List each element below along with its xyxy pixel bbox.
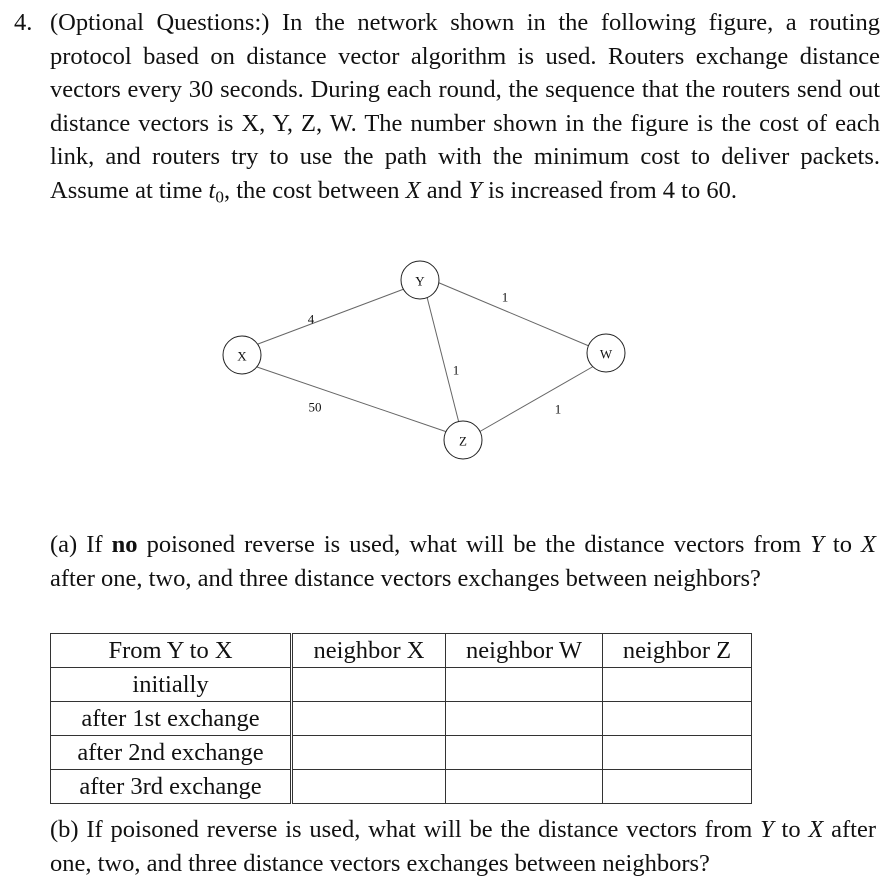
part-b-to: to <box>773 816 809 843</box>
part-a-bold: no <box>111 531 138 558</box>
link-y-z <box>427 297 459 423</box>
cell-3rd-w <box>446 770 603 804</box>
question-and: and <box>420 176 469 204</box>
cell-2nd-z <box>603 736 752 770</box>
part-a-to: to <box>823 531 862 558</box>
cell-initially-z <box>603 668 752 702</box>
question-text-main: (Optional Questions:) In the network shown in the following figure, a routing protocol based on distance vector algorithm is used. Routers exchange distance vectors every 30 seconds. During each round, the sequence that the routers send out distance vectors is X, Y, Z, W. The number shown in the figure is the cost of each link, and routers try to use the path with the minimum cost to deliver packets. Assume at time <box>50 9 880 204</box>
cell-1st-z <box>603 702 752 736</box>
cost-z-w: 1 <box>554 401 562 417</box>
cell-2nd-w <box>446 736 603 770</box>
link-z-w <box>479 366 594 432</box>
header-neighbor-w: neighbor W <box>446 634 603 668</box>
link-x-y <box>258 289 404 344</box>
part-b-y: Y <box>760 816 774 843</box>
node-z-label: Z <box>459 433 467 449</box>
row-label-2nd: after 2nd exchange <box>51 736 292 770</box>
distance-vector-table <box>50 633 752 804</box>
cell-initially-w <box>446 668 603 702</box>
table-header-row <box>51 634 752 668</box>
part-b-prefix: (b) If poisoned reverse is used, what will be the distance vectors from <box>50 816 761 843</box>
cell-1st-w <box>446 702 603 736</box>
cell-3rd-z <box>603 770 752 804</box>
part-b-x: X <box>808 816 824 843</box>
link-x-z <box>257 367 450 433</box>
part-a-prefix: (a) If <box>50 531 112 558</box>
header-neighbor-x: neighbor X <box>292 634 446 668</box>
node-y-label: Y <box>415 273 425 289</box>
link-y-w <box>437 282 589 346</box>
cell-1st-x <box>292 702 446 736</box>
node-w-label: W <box>599 346 613 362</box>
row-label-3rd: after 3rd exchange <box>51 770 292 804</box>
node-x-label: X <box>237 348 247 364</box>
t-variable: t <box>208 176 216 204</box>
y-variable: Y <box>468 176 482 204</box>
question-text-between: , the cost between <box>223 176 406 204</box>
table-row <box>51 770 752 804</box>
cell-2nd-x <box>292 736 446 770</box>
part-b-suffix: after one, two, and three distance vectors exchanges between neighbors? <box>50 816 877 877</box>
cell-initially-x <box>292 668 446 702</box>
table-row <box>51 736 752 770</box>
cost-x-y: 4 <box>307 311 315 327</box>
x-variable: X <box>405 176 421 204</box>
part-a-suffix: after one, two, and three distance vectors exchanges between neighbors? <box>50 564 761 592</box>
cost-y-w: 1 <box>501 289 509 305</box>
table-row <box>51 702 752 736</box>
part-a-text <box>50 528 876 595</box>
part-a-y: Y <box>810 531 824 558</box>
row-label-initially: initially <box>51 668 292 702</box>
part-a-x: X <box>861 531 876 558</box>
row-label-1st: after 1st exchange <box>51 702 292 736</box>
t-subscript: 0 <box>215 186 224 206</box>
cost-x-z: 50 <box>308 399 322 415</box>
cost-y-z: 1 <box>452 362 460 378</box>
cell-3rd-x <box>292 770 446 804</box>
header-from-y-to-x: From Y to X <box>51 634 292 668</box>
header-neighbor-z: neighbor Z <box>603 634 752 668</box>
question-number: 4. <box>14 9 33 36</box>
question-text-end: is increased from 4 to 60. <box>481 176 737 204</box>
table-row <box>51 668 752 702</box>
part-b-text <box>50 813 876 880</box>
part-a-middle: poisoned reverse is used, what will be the distance vectors from <box>137 531 811 558</box>
